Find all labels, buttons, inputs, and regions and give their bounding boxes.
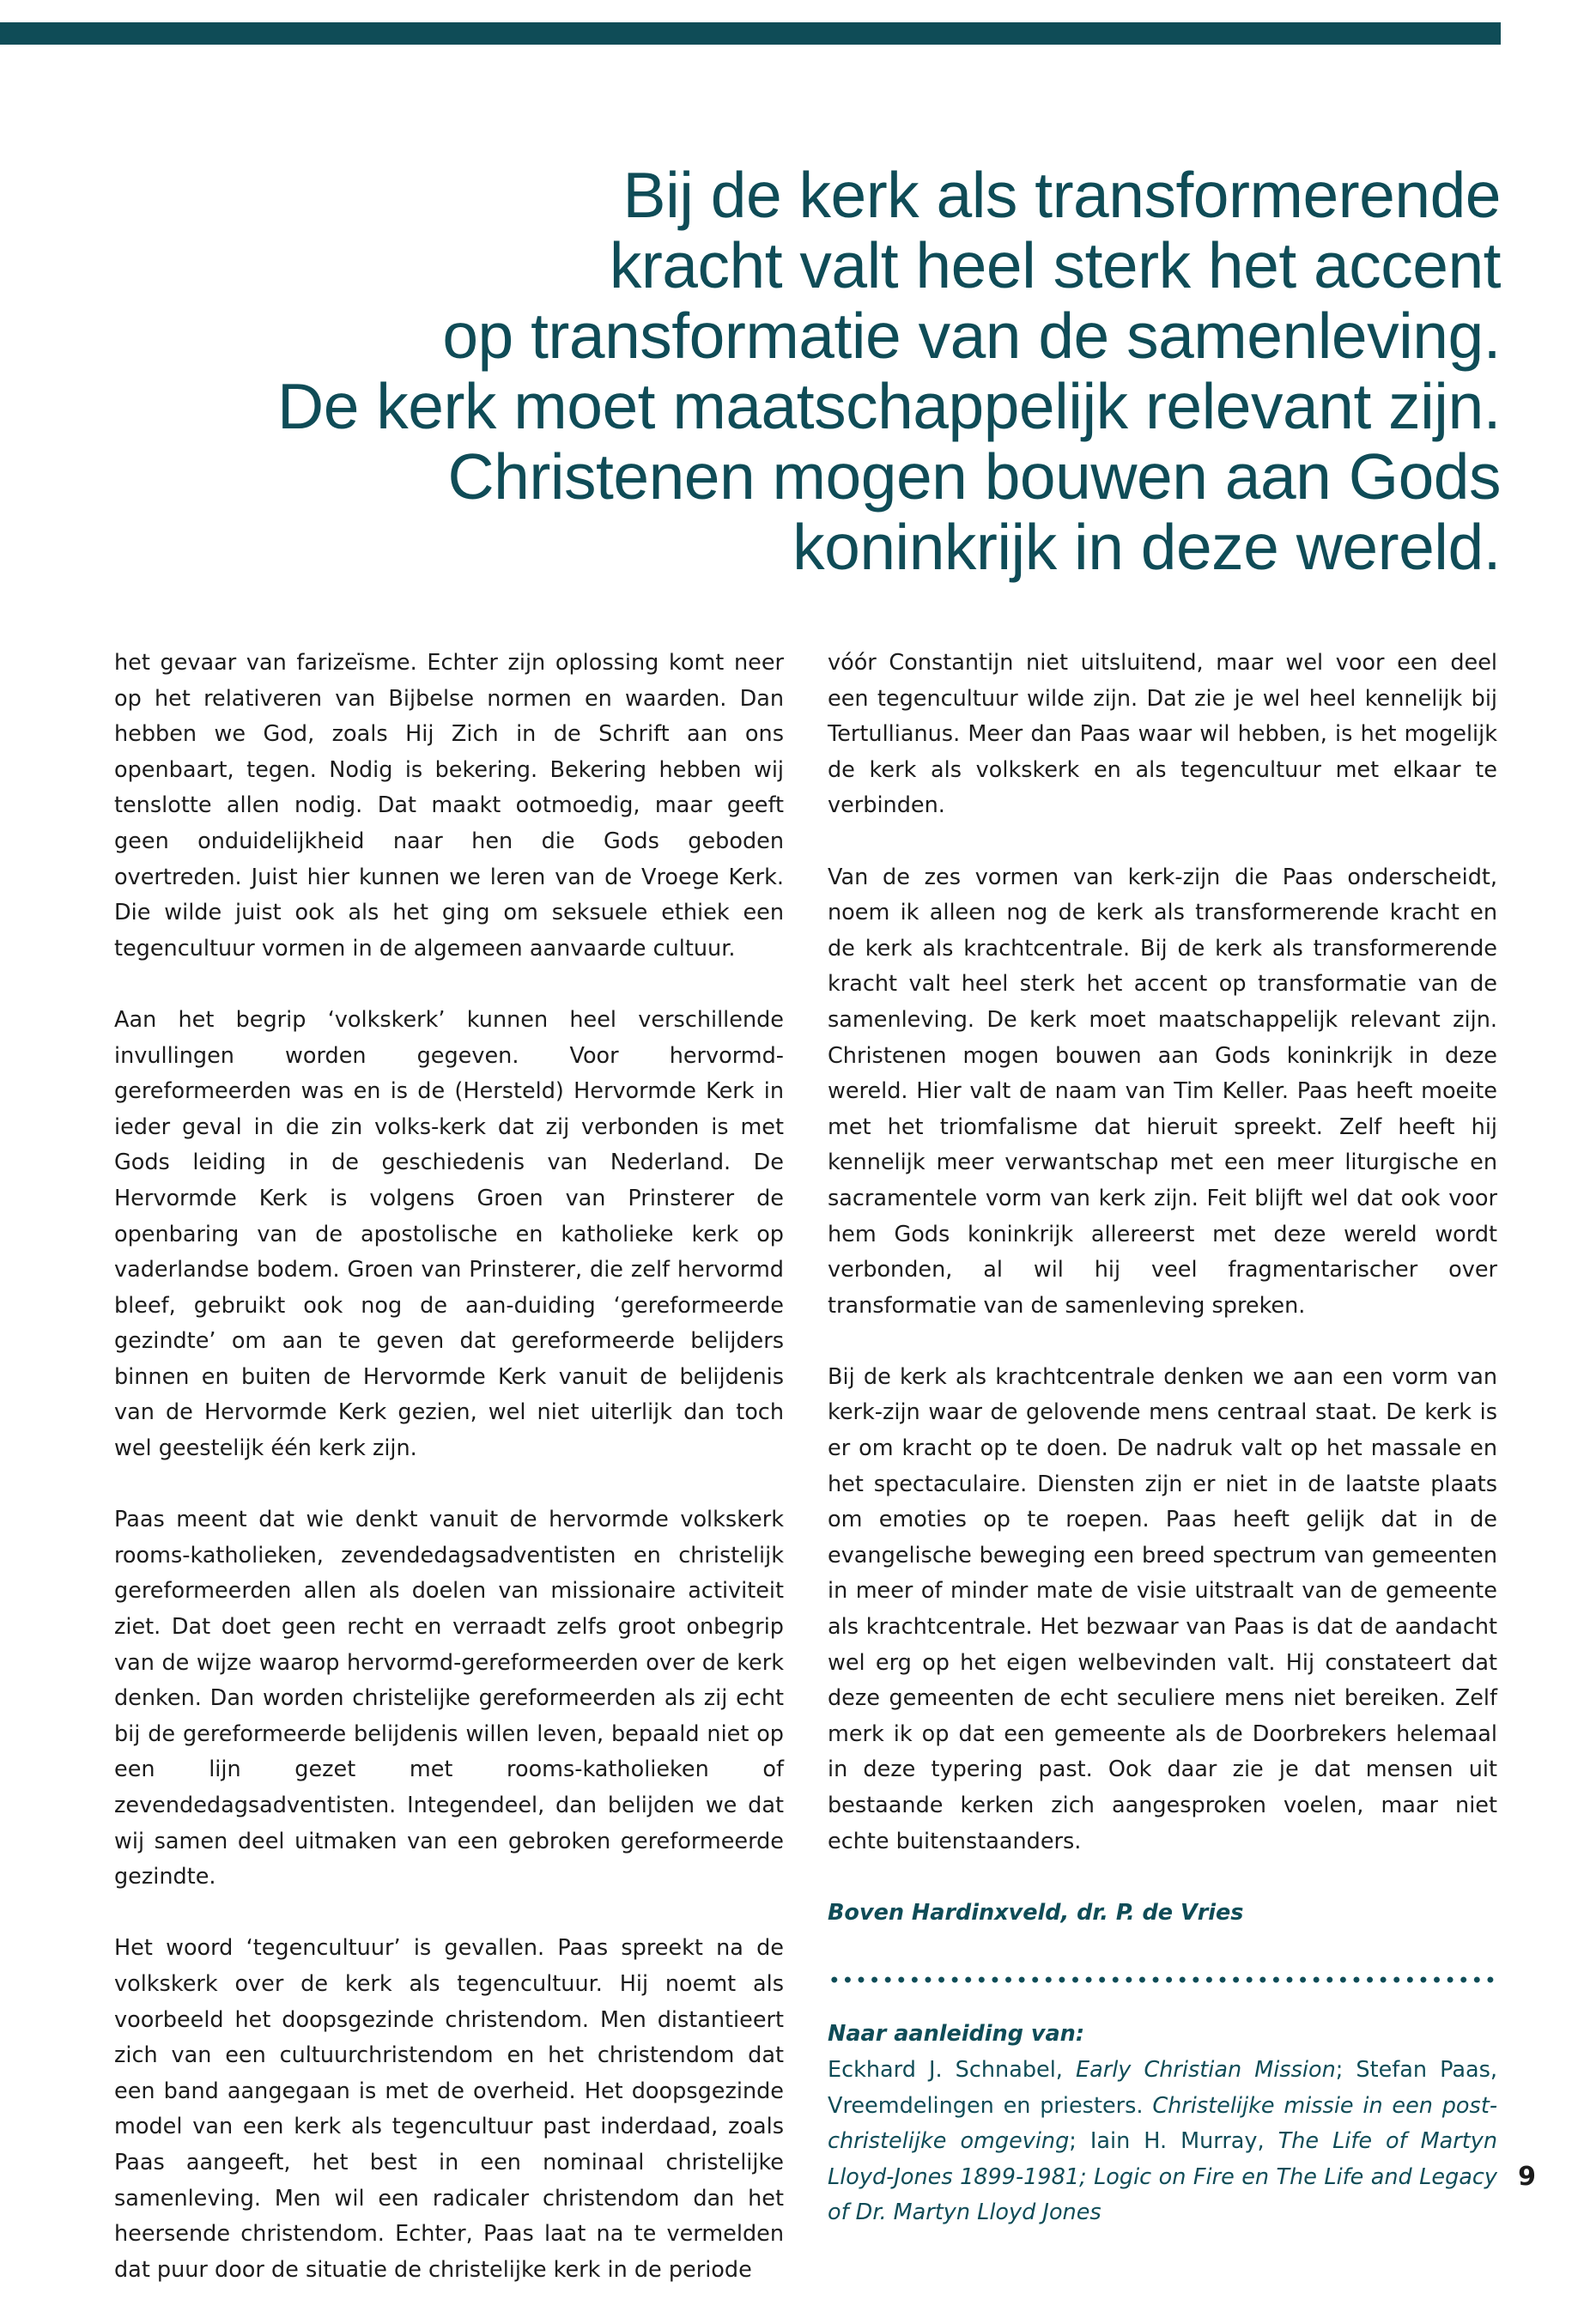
dotted-divider xyxy=(828,1975,1500,1984)
pull-quote-line: De kerk moet maatschappelijk relevant zijn. xyxy=(277,370,1501,442)
paragraph: vóór Constantijn niet uitsluitend, maar wel voor een deel een tegencultuur wilde zijn. Dat zie je wel heel kennelijk bij Tertullianus. Meer dan Paas waar wil hebben, is het mogelijk de kerk als volkskerk en als tegencultuur met elkaar te verbinden. xyxy=(828,650,1497,819)
pull-quote-line: koninkrijk in deze wereld. xyxy=(792,511,1501,583)
pull-quote-line: op transformatie van de samenleving. xyxy=(442,300,1501,372)
pull-quote-line: kracht valt heel sterk het accent xyxy=(609,229,1501,301)
references xyxy=(828,2017,1497,2231)
pull-quote-line: Christenen mogen bouwen aan Gods xyxy=(447,440,1501,513)
reference-text: ; Iain H. Murray, xyxy=(1069,2128,1265,2155)
reference-text: Eckhard J. Schnabel, xyxy=(828,2056,1063,2083)
reference-text: ; Stefan Paas, Vreemdelingen en priesters. xyxy=(828,2056,1497,2119)
paragraph: Het woord ‘tegencultuur’ is gevallen. Paas spreekt na de volkskerk over de kerk als tegencultuur. Hij noemt als voorbeeld het doopsgezinde christendom. Men distantieert zich van een cultuurchristendom en het christendom dat een band aangegaan is met de overheid. Het doopsgezinde model van een kerk als tegencultuur past inderdaad, zoals Paas aangeeft, het best in een nominaal christelijke samenleving. Men wil een radicaler christendom dan het heersende christendom. Echter, Paas laat na te vermelden dat puur door de situatie de christelijke kerk in de periode xyxy=(114,1935,784,2283)
paragraph: Aan het begrip ‘volkskerk’ kunnen heel verschillende invullingen worden gegeven. Voor hervormd-gereformeerden was en is de (Hersteld) Hervormde Kerk in ieder geval in die zin volks-kerk dat zij verbonden is met Gods leiding in de geschiedenis van Nederland. De Hervormde Kerk is volgens Groen van Prinsterer de openbaring van de apostolische en katholieke kerk op vaderlandse bodem. Groen van Prinsterer, die zelf hervormd bleef, gebruikt ook nog de aan-duiding ‘gereformeerde gezindte’ om aan te geven dat gereformeerde belijders binnen en buiten de Hervormde Kerk vanuit de belijdenis van de Hervormde Kerk gezien, wel niet uiterlijk dan toch wel geestelijk één kerk zijn. xyxy=(114,1006,784,1462)
author-signature: Boven Hardinxveld, dr. P. de Vries xyxy=(828,1899,1244,1926)
reference-title: Early Christian Mission xyxy=(1075,2056,1336,2083)
pull-quote xyxy=(93,160,1501,582)
right-column xyxy=(828,646,1497,2267)
pull-quote-line: Bij de kerk als transformerende xyxy=(622,159,1501,231)
left-column xyxy=(114,646,784,2324)
paragraph: Van de zes vormen van kerk-zijn die Paas onderscheidt, noem ik alleen nog de kerk als transformerende kracht en de kerk als krachtcentrale. Bij de kerk als transformerende kracht valt heel sterk het accent op transformatie van de samenleving. De kerk moet maatschappelijk relevant zijn. Christenen mogen bouwen aan Gods koninkrijk in deze wereld. Hier valt de naam van Tim Keller. Paas heeft moeite met het triomfalisme dat hieruit spreekt. Zelf heeft hij kennelijk meer verwantschap met een meer liturgische en sacramentele vorm van kerk zijn. Feit blijft wel dat ook voor hem Gods koninkrijk allereerst met deze wereld wordt verbonden, al wil hij veel fragmentarischer over transformatie van de samenleving spreken. xyxy=(828,864,1497,1319)
top-accent-bar xyxy=(0,22,1501,45)
page-number: 9 xyxy=(1518,2162,1536,2192)
paragraph: het gevaar van farizeïsme. Echter zijn oplossing komt neer op het relativeren van Bijbelse normen en waarden. Dan hebben we God, zoals Hij Zich in de Schrift aan ons openbaart, tegen. Nodig is bekering. Bekering hebben wij tenslotte allen nodig. Dat maakt ootmoedig, maar geeft geen onduidelijkheid naar hen die Gods geboden overtreden. Juist hier kunnen we leren van de Vroege Kerk. Die wilde juist ook als het ging om seksuele ethiek een tegencultuur vormen in de algemeen aanvaarde cultuur. xyxy=(114,650,784,962)
reference-title: The Life of Martyn Lloyd-Jones 1899-1981; Logic on Fire en The Life and Legacy of Dr. Martyn Lloyd Jones xyxy=(828,2128,1497,2226)
paragraph: Bij de kerk als krachtcentrale denken we aan een vorm van kerk-zijn waar de gelovende mens centraal staat. De kerk is er om kracht op te doen. De nadruk valt op het massale en het spectaculaire. Diensten zijn er niet in de laatste plaats om emoties op te roepen. Paas heeft gelijk dat in de evangelische beweging een breed spectrum van gemeenten in meer of minder mate de visie uitstraalt van de gemeente als krachtcentrale. Het bezwaar van Paas is dat de aandacht wel erg op het eigen welbevinden valt. Hij constateert dat deze gemeenten de echt seculiere mens niet bereiken. Zelf merk ik op dat een gemeente als de Doorbrekers helemaal in deze typering past. Ook daar zie je dat mensen uit bestaande kerken zich aangesproken voelen, maar niet echte buitenstaanders. xyxy=(828,1363,1497,1854)
paragraph: Paas meent dat wie denkt vanuit de hervormde volkskerk rooms-katholieken, zevendedagsadventisten en christelijk gereformeerden allen als doelen van missionaire activiteit ziet. Dat doet geen recht en verraadt zelfs groot onbegrip van de wijze waarop hervormd-gereformeerden over de kerk denken. Dan worden christelijke gereformeerden als zij echt bij de gereformeerde belijdenis willen leven, bepaald niet op een lijn gezet met rooms-katholieken of zevendedagsadventisten. Integendeel, dan belijden we dat wij samen deel uitmaken van een gebroken gereformeerde gezindte. xyxy=(114,1507,784,1890)
reference-title: Christelijke missie in een post-christelijke omgeving xyxy=(828,2092,1498,2155)
references-heading: Naar aanleiding van: xyxy=(828,2021,1085,2048)
